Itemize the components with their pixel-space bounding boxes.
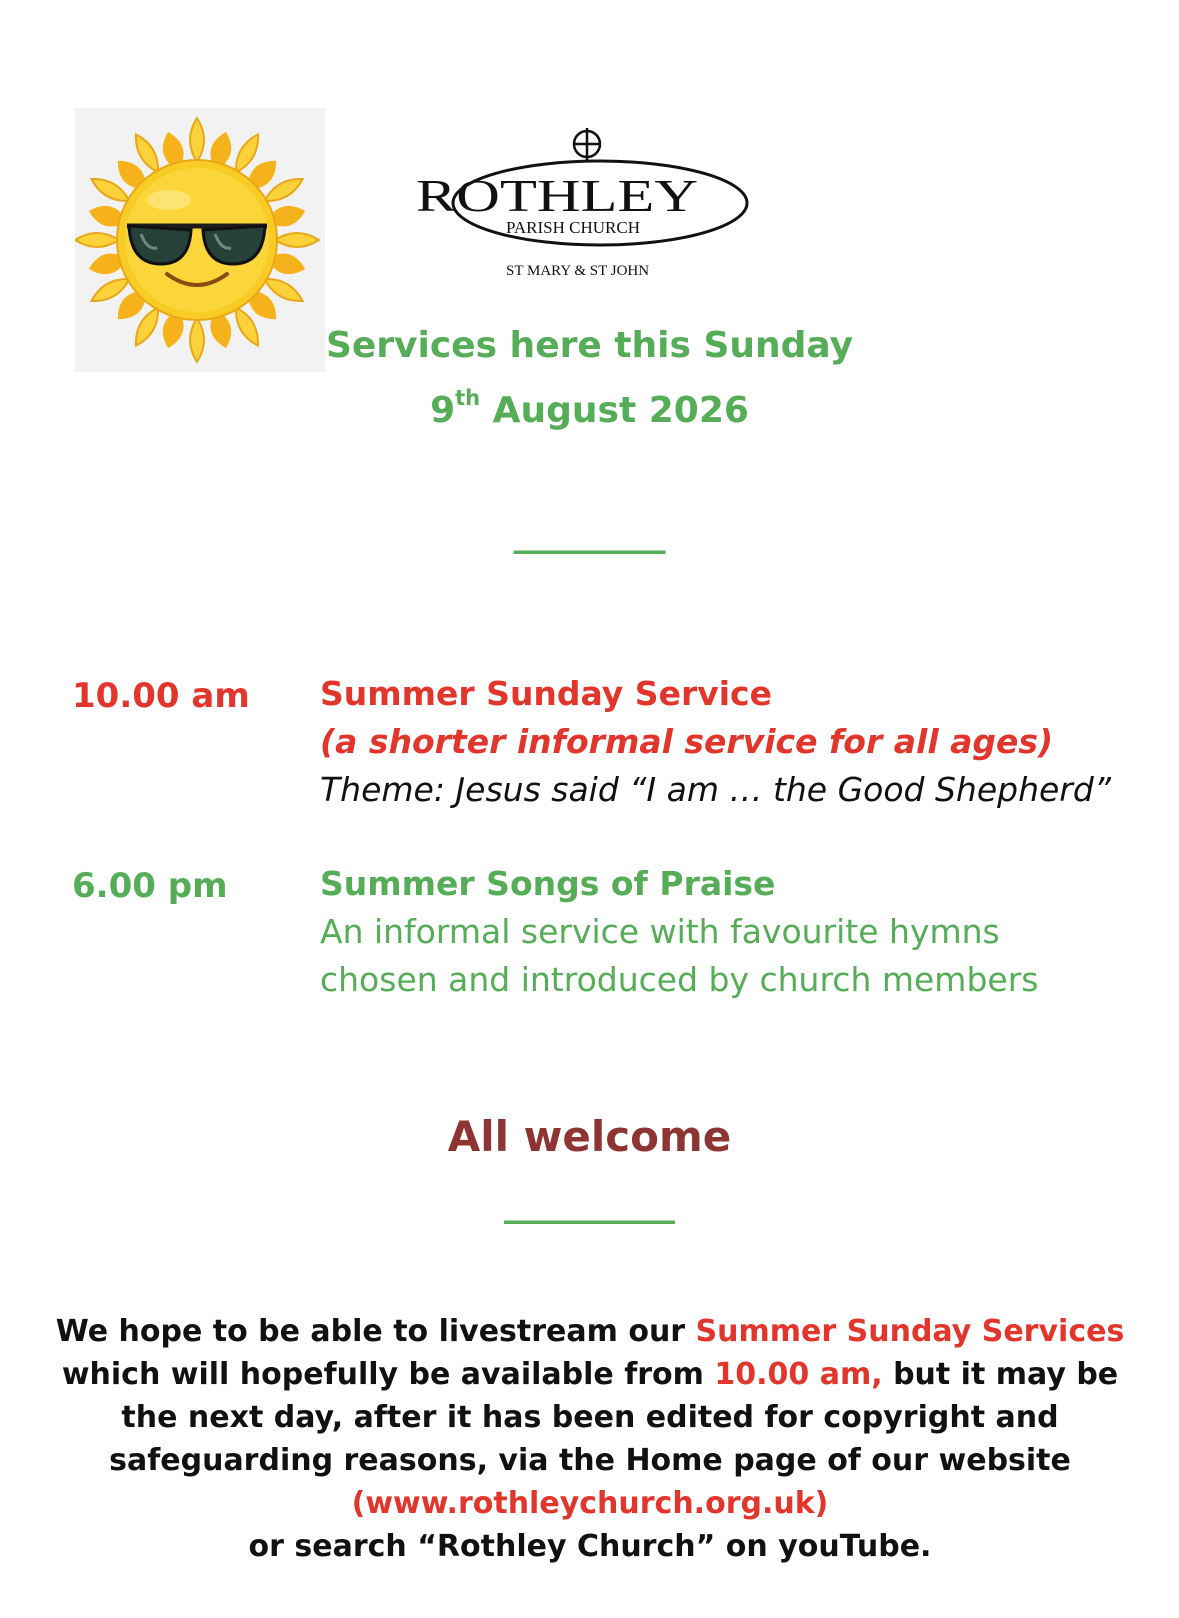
footer-highlight-services: Summer Sunday Services <box>695 1314 1125 1349</box>
footer-line-3: the next day, after it has been edited for copyright and <box>121 1400 1059 1435</box>
website-link[interactable]: (www.rothleychurch.org.uk) <box>351 1486 829 1521</box>
service-title-morning: Summer Sunday Service <box>320 674 772 713</box>
divider-bottom: _________ <box>504 1180 675 1224</box>
footer-line-1 <box>40 1310 1140 1353</box>
footer-line-2 <box>40 1353 1140 1396</box>
church-logo <box>410 125 760 295</box>
footer-line-4: safeguarding reasons, via the Home page of our website <box>109 1443 1071 1478</box>
livestream-notice <box>40 1310 1140 1568</box>
all-welcome: All welcome <box>447 1112 732 1161</box>
heading-line1: Services here this Sunday <box>325 325 854 366</box>
footer-text: We hope to be able to livestream our <box>55 1314 696 1349</box>
service-time-morning: 10.00 am <box>72 676 250 716</box>
footer-line-6: or search “Rothley Church” on youTube. <box>248 1529 932 1564</box>
service-details-evening <box>320 860 1038 1004</box>
service-details-morning <box>320 670 1111 814</box>
footer-text: but it may be <box>882 1357 1119 1392</box>
logo-tagline: ST MARY & ST JOHN <box>506 263 650 279</box>
footer-highlight-time: 10.00 am, <box>714 1357 883 1392</box>
service-theme-morning: Theme: Jesus said “I am … the Good Shepherd” <box>320 770 1111 809</box>
service-title-evening: Summer Songs of Praise <box>320 864 776 903</box>
service-desc-evening-1: An informal service with favourite hymns <box>320 912 1000 951</box>
footer-text: which will hopefully be available from <box>61 1357 715 1392</box>
logo-subtitle: PARISH CHURCH <box>506 218 640 237</box>
service-subtitle-morning: (a shorter informal service for all ages) <box>320 722 1054 761</box>
divider-top: ________ <box>513 510 666 554</box>
heading-day: 9 <box>430 390 456 431</box>
heading-day-suffix: th <box>455 386 481 410</box>
service-time-evening: 6.00 pm <box>72 866 228 906</box>
logo-name: ROTHLEY <box>416 170 698 221</box>
service-desc-evening-2: chosen and introduced by church members <box>320 960 1039 999</box>
heading-date <box>0 386 1179 431</box>
heading-month-year: August 2026 <box>492 390 749 431</box>
